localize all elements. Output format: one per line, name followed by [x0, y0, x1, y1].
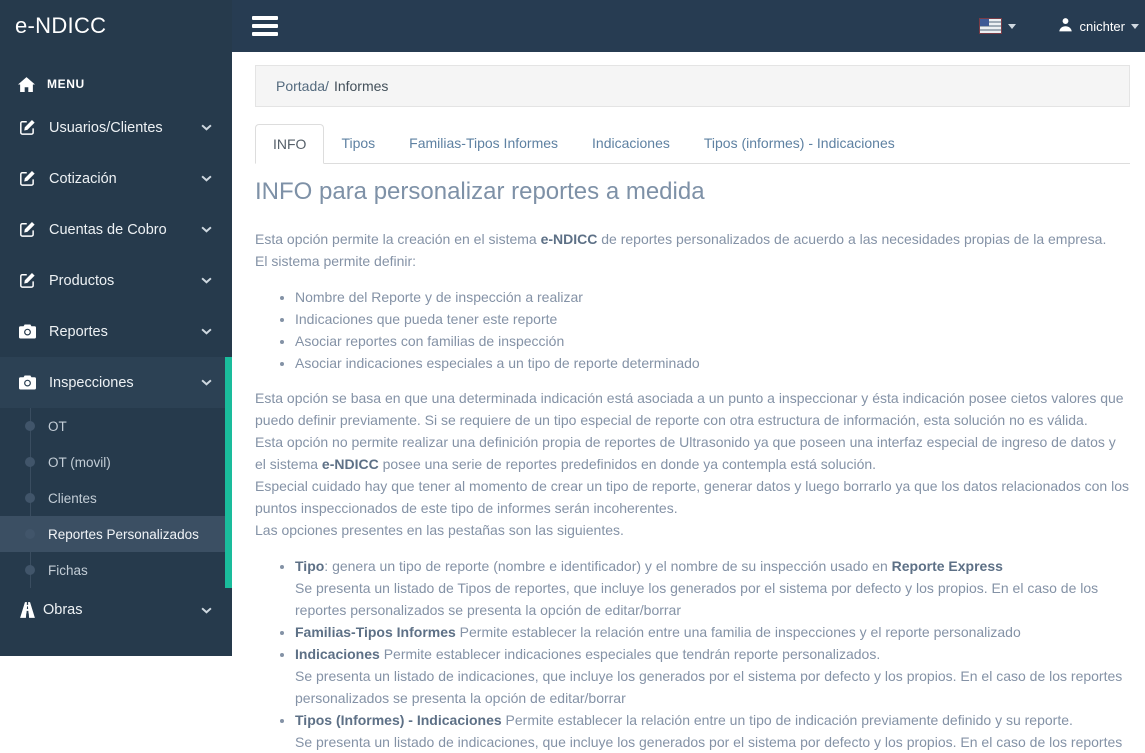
- sidebar-item-cotizacion[interactable]: [0, 153, 232, 204]
- tab-familias-tipos-informes[interactable]: Familias-Tipos Informes: [409, 135, 559, 151]
- sidebar-item-inspecciones[interactable]: [0, 357, 232, 408]
- main-content: [232, 52, 1145, 750]
- road-icon: [18, 602, 36, 618]
- user-menu[interactable]: [1058, 17, 1141, 35]
- sub-item-label: OT (movil): [48, 454, 111, 470]
- sidebar-item-ot[interactable]: [0, 408, 232, 444]
- breadcrumb-home-link[interactable]: Portada/: [276, 78, 329, 94]
- language-flag-icon: [980, 19, 1001, 33]
- topbar: [232, 0, 1145, 52]
- tab-bar: [255, 124, 1130, 164]
- sidebar-item-cuentas-de-cobro[interactable]: [0, 204, 232, 255]
- bullet-dot-icon: [25, 565, 35, 575]
- sidebar-item-label: Productos: [49, 272, 115, 289]
- inspecciones-submenu: [0, 408, 232, 588]
- chevron-down-icon: [201, 175, 212, 182]
- home-icon: [18, 77, 35, 92]
- tab-tipos-informes-indicaciones[interactable]: Tipos (informes) - Indicaciones: [703, 135, 895, 151]
- language-dropdown[interactable]: [980, 19, 1016, 33]
- sub-item-label: Reportes Personalizados: [48, 526, 199, 542]
- menu-label: MENU: [47, 77, 85, 91]
- camera-icon: [18, 375, 36, 390]
- active-section-accent: [225, 357, 232, 588]
- topbar-right: [980, 17, 1141, 35]
- sidebar-item-label: Reportes: [49, 323, 108, 340]
- chevron-down-icon: [201, 607, 212, 614]
- tab-options-list: [255, 555, 1130, 753]
- sidebar-item-reportes[interactable]: [0, 306, 232, 357]
- caret-down-icon: [1131, 24, 1139, 29]
- sidebar-item-menu[interactable]: [0, 66, 232, 102]
- bullet-dot-icon: [25, 457, 35, 467]
- page-title: INFO para personalizar reportes a medida: [255, 178, 705, 205]
- sidebar-item-productos[interactable]: [0, 255, 232, 306]
- chevron-down-icon: [201, 226, 212, 233]
- sidebar-item-reportes-personalizados[interactable]: [0, 516, 232, 552]
- list-item: • Asociar reportes con familias de inspección: [295, 330, 1130, 352]
- list-item: • Tipo: genera un tipo de reporte (nombre e identificador) y el nombre de su inspección usado en Reporte Express Se presenta un listado de Tipos de reportes, que incluye los generados por el sistema por defecto y los propios. En el caso de los reportes personalizados se presenta la opción de editar/borrar: [295, 555, 1130, 621]
- list-item: • Nombre del Reporte y de inspección a realizar: [295, 286, 1130, 308]
- sidebar-item-label: Inspecciones: [49, 374, 134, 391]
- sub-item-label: Fichas: [48, 562, 88, 578]
- bullet-dot-icon: [25, 493, 35, 503]
- chevron-down-icon: [201, 124, 212, 131]
- edit-icon: [18, 221, 36, 238]
- chevron-down-icon: [201, 277, 212, 284]
- edit-icon: [18, 119, 36, 136]
- tab-tipos[interactable]: Tipos: [341, 135, 376, 151]
- details-paragraph: Esta opción se basa en que una determinada indicación está asociada a un punto a inspeccionar y ésta indicación posee cietos valores que puedo definir previamente. Si se requiere de un tipo especial de reporte con otra estructura de información, esta solución no es válida. Esta opción no permite realizar una definición propia de reportes de Ultrasonido ya que poseen una interfaz especial de ingreso de datos y el sistema e-NDICC posee una serie de reportes predefinidos en donde ya contempla está solución. Especial cuidado hay que tener al momento de crear un tipo de reporte, generar datos y luego borrarlo ya que los datos relacionados con los puntos inspeccionados de este tipo de informes serán incoherentes. Las opciones presentes en las pestañas son las siguientes.: [255, 390, 1129, 538]
- list-item: • Tipos (Informes) - Indicaciones Permite establecer la relación entre un tipo de indicación previamente definido y su reporte. Se presenta un listado de indicaciones, que incluye los generados por el sistema por defecto y los propios. En el caso de los reportes: [295, 709, 1130, 753]
- info-body: [255, 228, 1130, 753]
- breadcrumb: [255, 65, 1130, 107]
- sidebar-item-usuarios-clientes[interactable]: [0, 102, 232, 153]
- edit-icon: [18, 170, 36, 187]
- breadcrumb-current: Informes: [333, 78, 389, 94]
- sub-item-label: Clientes: [48, 490, 97, 506]
- app-logo[interactable]: e-NDICC: [15, 13, 107, 38]
- bullet-dot-icon: [25, 421, 35, 431]
- sidebar-item-label: Usuarios/Clientes: [49, 119, 163, 136]
- intro-paragraph: Esta opción permite la creación en el sistema e-NDICC de reportes personalizados de acuerdo a las necesidades propias de la empresa. El sistema permite definir:: [255, 231, 1107, 269]
- sidebar-item-ot-movil[interactable]: [0, 444, 232, 480]
- camera-icon: [18, 324, 36, 339]
- tab-info[interactable]: INFO: [255, 124, 324, 164]
- feature-list: [255, 286, 1130, 374]
- caret-down-icon: [1008, 24, 1016, 29]
- chevron-down-icon: [201, 328, 212, 335]
- chevron-down-icon: [201, 379, 212, 386]
- sidebar-item-obras[interactable]: [0, 588, 232, 632]
- bullet-dot-icon: [25, 529, 35, 539]
- list-item: • Asociar indicaciones especiales a un tipo de reporte determinado: [295, 352, 1130, 374]
- sidebar-item-fichas[interactable]: [0, 552, 232, 588]
- username: cnichter: [1079, 18, 1125, 34]
- sidebar-item-label: Cuentas de Cobro: [49, 221, 167, 238]
- list-item: • Indicaciones Permite establecer indicaciones especiales que tendrán reporte personalizados. Se presenta un listado de indicaciones, que incluye los generados por el sistema por defecto y los propios. En el caso de los reportes personalizados se presenta la opción de editar/borrar: [295, 643, 1130, 709]
- edit-icon: [18, 272, 36, 289]
- user-icon: [1058, 17, 1073, 35]
- sub-item-label: OT: [48, 418, 67, 434]
- tab-indicaciones[interactable]: Indicaciones: [592, 135, 670, 151]
- list-item: • Familias-Tipos Informes Permite establecer la relación entre una familia de inspecciones y el reporte personalizado: [295, 621, 1130, 643]
- hamburger-icon[interactable]: [248, 12, 282, 40]
- sidebar: [0, 0, 232, 656]
- sidebar-item-label: Obras: [43, 602, 83, 618]
- list-item: • Indicaciones que pueda tener este reporte: [295, 308, 1130, 330]
- sidebar-item-label: Cotización: [49, 170, 117, 187]
- sidebar-item-clientes[interactable]: [0, 480, 232, 516]
